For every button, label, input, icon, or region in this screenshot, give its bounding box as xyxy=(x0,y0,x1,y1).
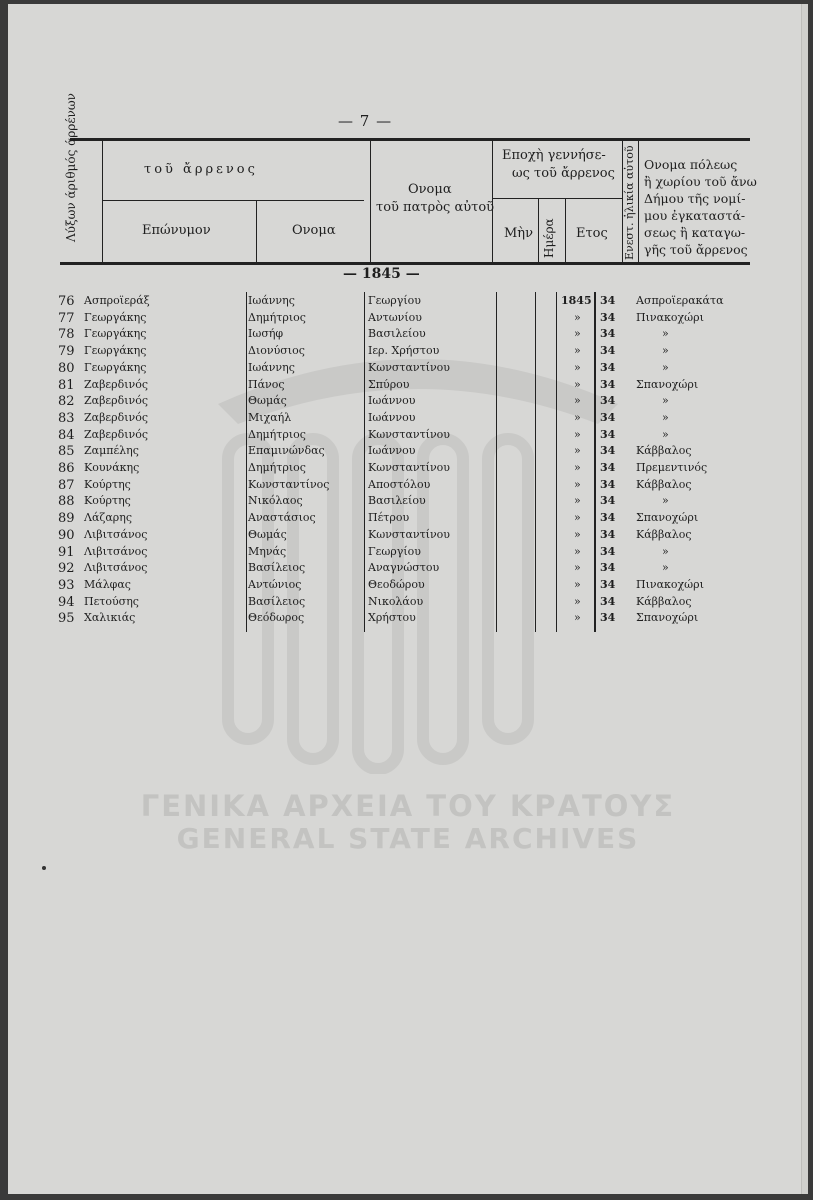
row-surname: Γεωργάκης xyxy=(84,344,147,358)
header-father-1: Ονομα xyxy=(408,182,452,197)
row-surname: Λιβιτσάνος xyxy=(84,544,148,558)
row-surname: Ζαβερδινός xyxy=(84,377,149,391)
row-age: 34 xyxy=(600,511,616,525)
row-age: 34 xyxy=(600,427,616,441)
row-number: 78 xyxy=(58,327,75,343)
row-surname: Γεωργάκης xyxy=(84,360,147,374)
row-number: 94 xyxy=(58,594,75,610)
row-first-name: Βασίλειος xyxy=(248,594,306,608)
row-surname: Κούρτης xyxy=(84,494,131,508)
row-first-name: Μηνάς xyxy=(248,544,287,558)
row-surname: Γεωργάκης xyxy=(84,327,147,341)
row-birth-year: » xyxy=(574,394,581,408)
row-number: 89 xyxy=(58,511,75,527)
row-age: 34 xyxy=(600,444,616,458)
row-father-name: Αντωνίου xyxy=(368,310,422,324)
watermark-english: GENERAL STATE ARCHIVES xyxy=(176,822,640,855)
row-age: 34 xyxy=(600,611,616,625)
row-number: 92 xyxy=(58,561,75,577)
row-place: » xyxy=(662,544,669,558)
row-number: 81 xyxy=(58,377,75,393)
column-rule xyxy=(594,292,596,632)
row-place: Σπανοχώρι xyxy=(636,377,699,391)
row-first-name: Επαμινώνδας xyxy=(248,444,325,458)
row-number: 83 xyxy=(58,410,75,426)
row-age: 34 xyxy=(600,377,616,391)
row-father-name: Βασιλείου xyxy=(368,327,426,341)
row-first-name: Ιωάννης xyxy=(248,360,295,374)
header-place-line: μου ἐγκαταστά- xyxy=(644,208,746,223)
row-place: Κάββαλος xyxy=(636,444,692,458)
row-place: Κάββαλος xyxy=(636,477,692,491)
row-surname: Χαλικιάς xyxy=(84,611,136,625)
row-father-name: Κωνσταντίνου xyxy=(368,527,450,541)
row-birth-year: » xyxy=(574,410,581,424)
row-number: 85 xyxy=(58,444,75,460)
row-first-name: Πάνος xyxy=(248,377,285,391)
row-place: » xyxy=(662,494,669,508)
row-age: 34 xyxy=(600,360,616,374)
row-number: 82 xyxy=(58,394,75,410)
row-surname: Ασπροϊεράξ xyxy=(84,294,150,307)
row-number: 86 xyxy=(58,461,75,476)
row-number: 87 xyxy=(58,477,75,493)
row-place: » xyxy=(662,410,669,424)
row-father-name: Ιωάννου xyxy=(368,410,416,424)
row-surname: Κούρτης xyxy=(84,477,131,491)
row-age: 34 xyxy=(600,494,616,508)
row-first-name: Νικόλαος xyxy=(248,494,303,508)
row-age: 34 xyxy=(600,577,616,591)
row-surname: Λάζαρης xyxy=(84,511,132,525)
row-surname: Πετούσης xyxy=(84,594,139,608)
row-first-name: Θεόδωρος xyxy=(248,611,305,625)
row-first-name: Μιχαήλ xyxy=(248,410,292,424)
row-age: 34 xyxy=(600,327,616,341)
row-birth-year: » xyxy=(574,561,581,575)
row-birth-year: » xyxy=(574,477,581,491)
row-age: 34 xyxy=(600,461,616,474)
row-surname: Ζαμπέλης xyxy=(84,444,139,458)
row-age: 34 xyxy=(600,344,616,358)
row-birth-year: » xyxy=(574,494,581,508)
row-birth-year: » xyxy=(574,444,581,458)
row-place: Πινακοχώρι xyxy=(636,577,704,591)
row-father-name: Θεοδώρου xyxy=(368,577,425,591)
row-age: 34 xyxy=(600,544,616,558)
column-rule xyxy=(556,292,557,632)
row-surname: Ζαβερδινός xyxy=(84,394,149,408)
header-place-line: σεως ἢ καταγω- xyxy=(644,225,746,240)
row-first-name: Θωμάς xyxy=(248,394,287,408)
row-first-name: Δημήτριος xyxy=(248,310,306,324)
row-first-name: Ιωσήφ xyxy=(248,327,284,341)
row-father-name: Κωνσταντίνου xyxy=(368,427,450,441)
row-age: 34 xyxy=(600,527,616,541)
header-age: Ενεστ. ἡλικία αὐτοῦ xyxy=(623,145,636,260)
row-place: Σπανοχώρι xyxy=(636,511,699,525)
header-place-line: ἢ χωρίου τοῦ ἄνω xyxy=(644,174,757,189)
header-place-line: γῆς τοῦ ἄρρενος xyxy=(644,242,748,257)
row-place: Σπανοχώρι xyxy=(636,611,699,625)
row-number: 84 xyxy=(58,427,75,443)
row-place: » xyxy=(662,427,669,441)
header-place-line: Δήμου τῆς νομί- xyxy=(644,191,746,206)
row-place: » xyxy=(662,561,669,575)
row-father-name: Αναγνώστου xyxy=(368,561,440,575)
row-age: 34 xyxy=(600,294,616,307)
row-number: 79 xyxy=(58,344,75,360)
row-number: 95 xyxy=(58,611,75,627)
document-page xyxy=(8,4,808,1194)
row-first-name: Αντώνιος xyxy=(248,577,302,591)
row-surname: Κουνάκης xyxy=(84,461,140,474)
row-number: 77 xyxy=(58,310,75,326)
row-surname: Λιβιτσάνος xyxy=(84,527,148,541)
row-father-name: Νικολάου xyxy=(368,594,424,608)
header-birth-2: ως τοῦ ἄρρενος xyxy=(512,166,615,181)
row-number: 80 xyxy=(58,360,75,376)
row-birth-year: » xyxy=(574,427,581,441)
row-first-name: Κωνσταντίνος xyxy=(248,477,330,491)
row-birth-year: » xyxy=(574,344,581,358)
header-month: Μὴν xyxy=(504,226,534,241)
row-birth-year: » xyxy=(574,327,581,341)
row-number: 91 xyxy=(58,544,75,560)
header-place-line: Ονομα πόλεως xyxy=(644,157,738,172)
row-birth-year: 1845 xyxy=(561,294,592,307)
page-number: — 7 — xyxy=(338,112,393,130)
row-age: 34 xyxy=(600,410,616,424)
row-father-name: Γεωργίου xyxy=(368,544,421,558)
row-birth-year: » xyxy=(574,310,581,324)
row-surname: Λιβιτσάνος xyxy=(84,561,148,575)
header-birth-1: Εποχὴ γεννήσε- xyxy=(502,148,606,163)
row-place: Κάββαλος xyxy=(636,527,692,541)
header-year: Ετος xyxy=(576,226,608,241)
row-birth-year: » xyxy=(574,461,581,474)
year-label: — 1845 — xyxy=(343,266,420,282)
row-first-name: Θωμάς xyxy=(248,527,287,541)
row-father-name: Κωνσταντίνου xyxy=(368,461,450,474)
row-first-name: Δημήτριος xyxy=(248,461,306,474)
row-number: 88 xyxy=(58,494,75,510)
ink-dot xyxy=(42,866,46,870)
row-birth-year: » xyxy=(574,544,581,558)
row-father-name: Σπύρου xyxy=(368,377,410,391)
row-age: 34 xyxy=(600,477,616,491)
column-rule xyxy=(496,292,497,632)
row-birth-year: » xyxy=(574,577,581,591)
row-birth-year: » xyxy=(574,594,581,608)
row-birth-year: » xyxy=(574,360,581,374)
row-place: » xyxy=(662,394,669,408)
row-place: » xyxy=(662,327,669,341)
row-age: 34 xyxy=(600,594,616,608)
archives-logo-watermark xyxy=(198,344,638,774)
row-first-name: Διονύσιος xyxy=(248,344,305,358)
row-father-name: Ιερ. Χρήστου xyxy=(368,344,440,358)
row-father-name: Πέτρου xyxy=(368,511,410,525)
row-place: Πινακοχώρι xyxy=(636,310,704,324)
row-first-name: Αναστάσιος xyxy=(248,511,316,525)
row-place: » xyxy=(662,360,669,374)
watermark-greek: ΓΕΝΙΚΑ ΑΡΧΕΙΑ ΤΟΥ ΚΡΑΤΟΥΣ xyxy=(140,789,676,823)
row-father-name: Ιωάννου xyxy=(368,394,416,408)
row-number: 90 xyxy=(58,527,75,543)
row-first-name: Βασίλειος xyxy=(248,561,306,575)
header-father-2: τοῦ πατρὸς αὐτοῦ xyxy=(376,200,495,215)
row-age: 34 xyxy=(600,310,616,324)
column-rule xyxy=(364,292,365,632)
row-father-name: Γεωργίου xyxy=(368,294,421,307)
row-age: 34 xyxy=(600,561,616,575)
row-surname: Μάλφας xyxy=(84,577,131,591)
column-rule xyxy=(246,292,247,632)
row-place: » xyxy=(662,344,669,358)
row-birth-year: » xyxy=(574,377,581,391)
header-number: Λύξων άριθμός άρρένων xyxy=(64,93,78,242)
binding-edge xyxy=(801,4,808,1194)
row-first-name: Δημήτριος xyxy=(248,427,306,441)
row-place: Ασπροϊερακάτα xyxy=(636,294,724,307)
row-first-name: Ιωάννης xyxy=(248,294,295,307)
row-number: 93 xyxy=(58,577,75,593)
row-place: Κάββαλος xyxy=(636,594,692,608)
row-age: 34 xyxy=(600,394,616,408)
row-birth-year: » xyxy=(574,527,581,541)
row-surname: Ζαβερδινός xyxy=(84,410,149,424)
row-surname: Γεωργάκης xyxy=(84,310,147,324)
row-father-name: Χρήστου xyxy=(368,611,416,625)
row-father-name: Κωνσταντίνου xyxy=(368,360,450,374)
column-rule xyxy=(535,292,536,632)
header-day: Ημέρα xyxy=(542,218,556,258)
row-place: Πρεμεντινός xyxy=(636,461,708,474)
header-first-name: Ονομα xyxy=(292,223,336,238)
header-male-group: τοῦ ἄρρενος xyxy=(144,162,258,177)
row-birth-year: » xyxy=(574,511,581,525)
row-father-name: Αποστόλου xyxy=(368,477,431,491)
header-place xyxy=(644,156,757,258)
row-father-name: Βασιλείου xyxy=(368,494,426,508)
table-header xyxy=(60,93,757,268)
row-father-name: Ιωάννου xyxy=(368,444,416,458)
header-surname: Επώνυμον xyxy=(142,223,211,238)
row-birth-year: » xyxy=(574,611,581,625)
row-surname: Ζαβερδινός xyxy=(84,427,149,441)
row-number: 76 xyxy=(58,294,75,309)
